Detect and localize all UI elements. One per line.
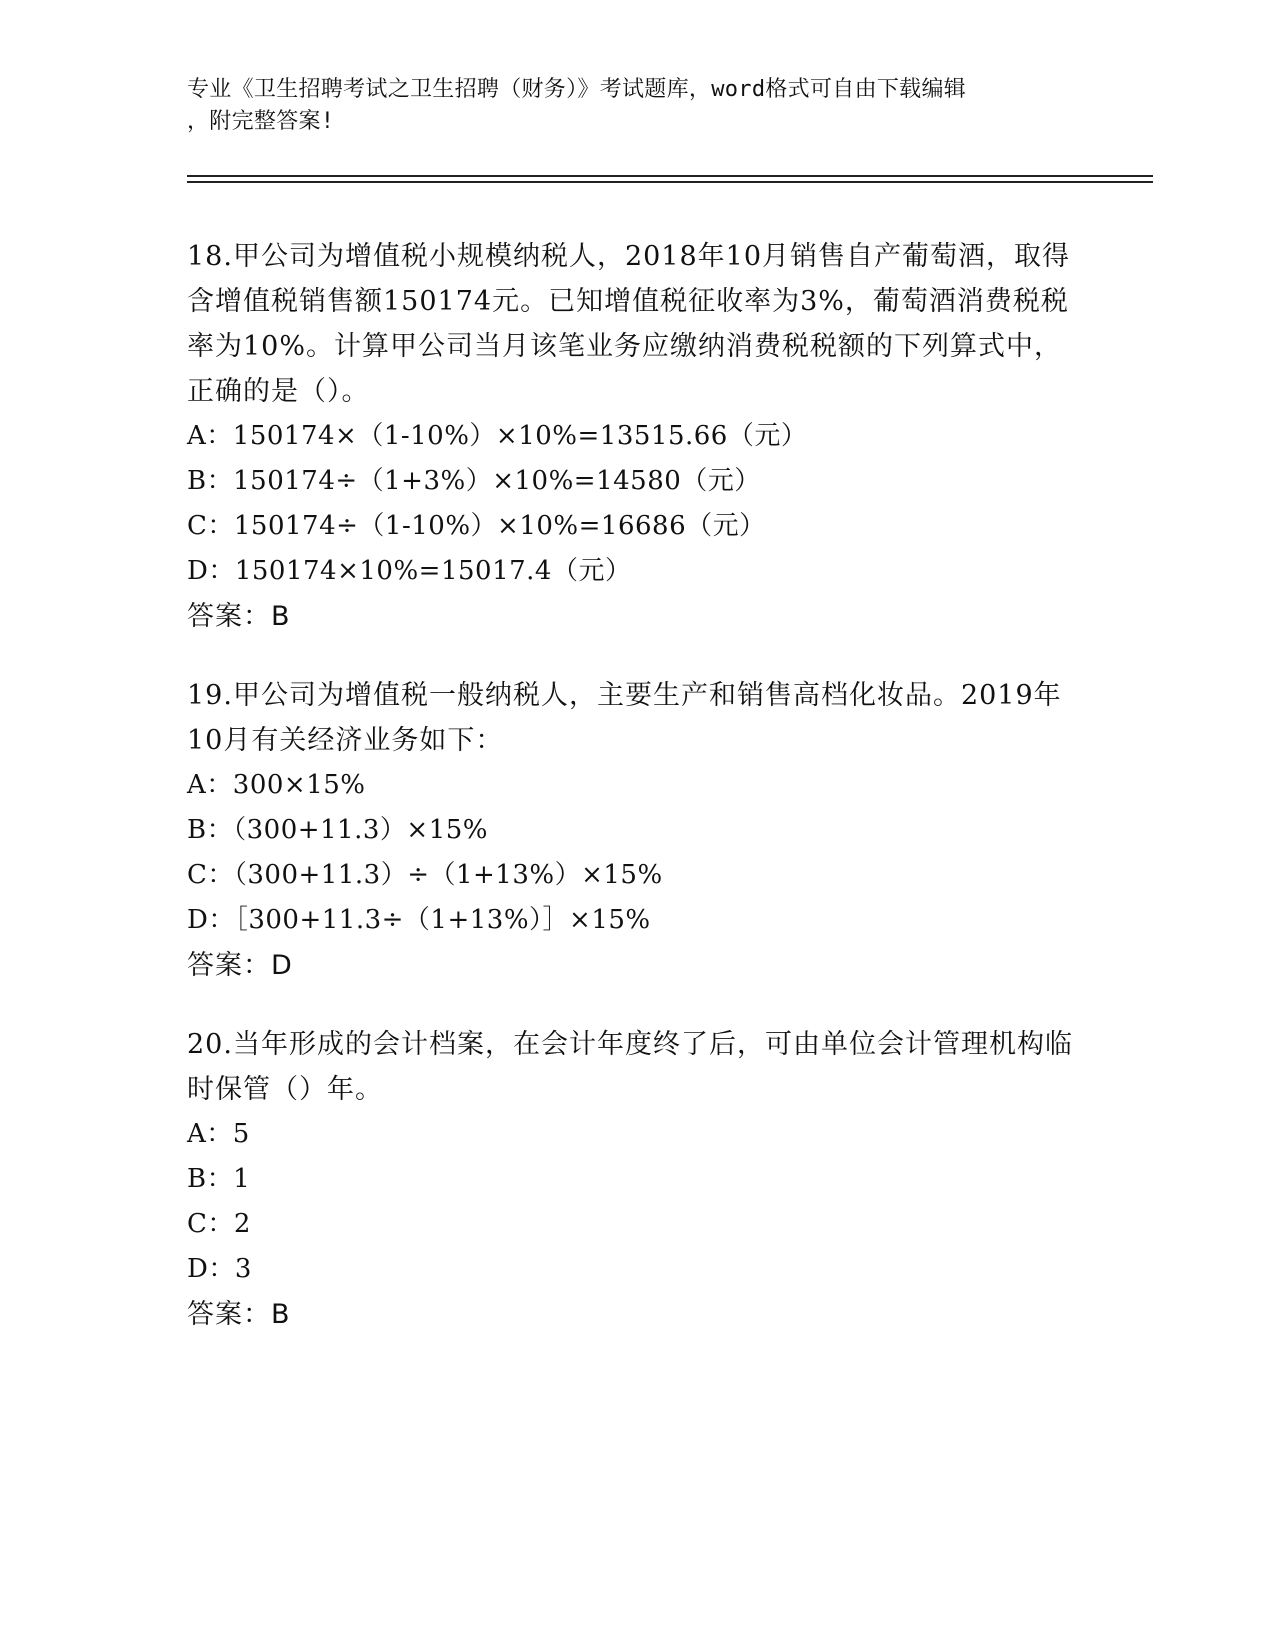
header-line-1: 专业《卫生招聘考试之卫生招聘（财务）》考试题库，word格式可自由下载编辑 xyxy=(187,77,967,102)
question-18 xyxy=(187,234,1087,639)
option-c: C：2 xyxy=(187,1209,251,1239)
question-stem: 20.当年形成的会计档案，在会计年度终了后，可由单位会计管理机构临时保管（）年。 xyxy=(187,1029,1073,1105)
option-c: C：150174÷（1-10%）×10%=16686（元） xyxy=(187,511,766,541)
option-c: C：（300+11.3）÷（1+13%）×15% xyxy=(187,860,663,890)
option-b: B：150174÷（1+3%）×10%=14580（元） xyxy=(187,466,761,496)
option-b: B：（300+11.3）×15% xyxy=(187,815,488,845)
header-line-2: ，附完整答案! xyxy=(187,109,335,134)
question-list xyxy=(187,234,1087,1371)
option-a: A：150174×（1-10%）×10%=13515.66（元） xyxy=(187,421,808,451)
option-a: A：300×15% xyxy=(187,770,366,800)
question-20 xyxy=(187,1022,1087,1337)
question-stem: 19.甲公司为增值税一般纳税人，主要生产和销售高档化妆品。2019年10月有关经济业务如下： xyxy=(187,680,1062,756)
header-divider-top xyxy=(187,175,1153,177)
header-divider-bottom xyxy=(187,181,1153,183)
option-d: D：3 xyxy=(187,1254,252,1284)
option-a: A：5 xyxy=(187,1119,250,1149)
question-stem: 18.甲公司为增值税小规模纳税人，2018年10月销售自产葡萄酒，取得含增值税销售额150174元。已知增值税征收率为3%，葡萄酒消费税税率为10%。计算甲公司当月该笔业务应缴纳消费税税额的下列算式中，正确的是（）。 xyxy=(187,241,1071,407)
option-b: B：1 xyxy=(187,1164,251,1194)
answer: 答案：D xyxy=(187,950,293,981)
answer: 答案：B xyxy=(187,1299,291,1330)
question-19 xyxy=(187,673,1087,988)
option-d: D：150174×10%=15017.4（元） xyxy=(187,556,632,586)
option-d: D：［300+11.3÷（1+13%）］×15% xyxy=(187,905,651,935)
answer: 答案：B xyxy=(187,601,291,632)
document-header xyxy=(187,74,1067,138)
